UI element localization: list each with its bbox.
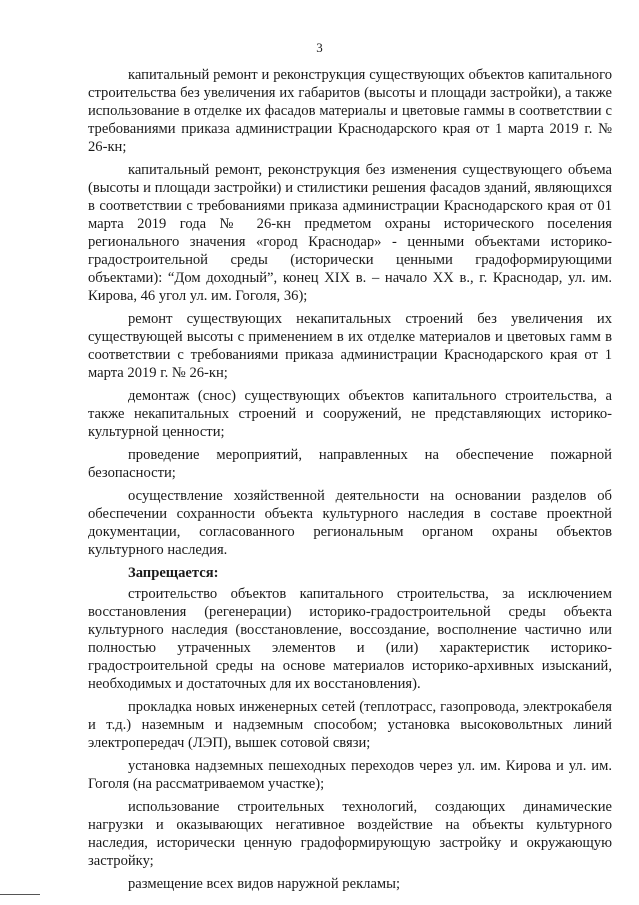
paragraph-allowed-6: осуществление хозяйственной деятельности на основании разделов об обеспечении сохранности объекта культурного наследия в составе проектной документации, согласованного региональным органом охраны объектов культурного наследия. (88, 488, 612, 558)
footer-divider (0, 894, 40, 895)
paragraph-prohibited-5: размещение всех видов наружной рекламы; (128, 876, 401, 892)
paragraph-allowed-4: демонтаж (снос) существующих объектов капитального строительства, а также некапитальных строений и сооружений, не представляющих историко-культурной ценности; (88, 388, 612, 440)
paragraph-prohibited-3: установка надземных пешеходных переходов через ул. им. Кирова и ул. им. Гоголя (на рассматриваемом участке); (88, 758, 612, 792)
paragraph-prohibited-2: прокладка новых инженерных сетей (теплотрасс, газопровода, электрокабеля и т.д.) наземным и надземным способом; установка высоковольтных линий электропередач (ЛЭП), вышек сотовой связи; (88, 699, 612, 751)
paragraph-allowed-3: ремонт существующих некапитальных строений без увеличения их существующей высоты с применением в их отделке материалов и цветовых гамм в соответствии с требованиями приказа администрации Краснодарского края от 1 марта 2019 г. № 26-кн; (88, 311, 612, 381)
paragraph-prohibited-4: использование строительных технологий, создающих динамические нагрузки и оказывающих негативное воздействие на объекты культурного наследия, исторически ценную градоформирующую застройку и окружающую застройку; (88, 799, 612, 869)
paragraph-allowed-1: капитальный ремонт и реконструкция существующих объектов капитального строительства без увеличения их габаритов (высоты и площади застройки), а также использование в отделке их фасадов материалы и цветовые гаммы в соответствии с требованиями приказа администрации Краснодарского края от 1 марта 2019 г. № 26-кн; (88, 67, 612, 155)
section-heading-prohibited: Запрещается: (128, 565, 219, 581)
page-number: 3 (316, 40, 323, 55)
paragraph-prohibited-1: строительство объектов капитального строительства, за исключением восстановления (регенерации) историко-градостроительной среды объекта культурного наследия (восстановление, воссоздание, восполнение частично или полностью утраченных элементов и (или) характеристик историко-градостроительной среды на основе материалов историко-архивных изысканий, необходимых и достаточных для их восстановления). (88, 586, 612, 692)
document-body (88, 66, 612, 898)
paragraph-allowed-2: капитальный ремонт, реконструкция без изменения существующего объема (высоты и площади застройки) и стилистики решения фасадов зданий, являющихся в соответствии с требованиями приказа администрации Краснодарского края от 01 марта 2019 года № 26-кн предметом охраны исторического поселения регионального значения «город Краснодар» - ценными объектами историко-градостроительной среды (исторически ценными градоформирующими объектами): “Дом доходный”, конец XIX в. – начало XX в., г. Краснодар, ул. им. Кирова, 46 угол ул. им. Гоголя, 36); (88, 162, 612, 304)
paragraph-allowed-5: проведение мероприятий, направленных на обеспечение пожарной безопасности; (88, 447, 612, 481)
